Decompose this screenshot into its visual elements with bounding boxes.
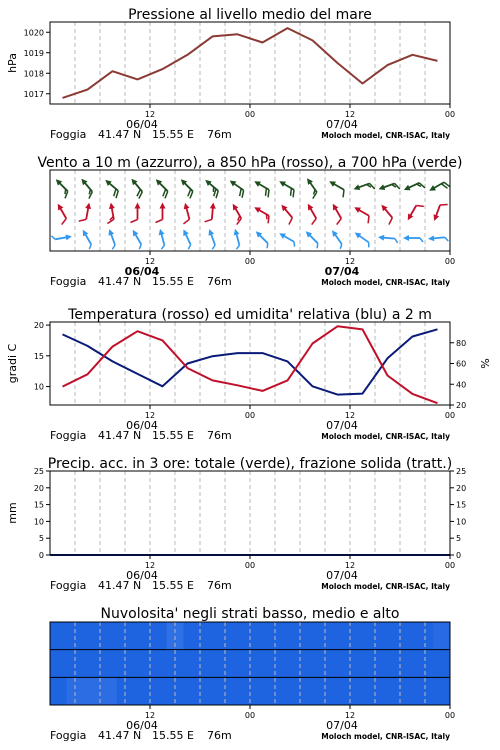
x-tick-label: 00 [444,561,456,570]
y-tick-label: 10 [33,382,44,392]
wind-barb-850 [276,203,297,225]
y-tick-label-right: 25 [456,467,467,476]
barb-feather [131,220,138,223]
barb-arrowhead [80,228,88,236]
wind-barb-850 [178,202,193,224]
y-tick-label-right: 80 [456,338,467,348]
date-label: 06/04 [124,265,160,278]
cloud-cell-alto [100,622,117,650]
barb-arrowhead [378,234,385,241]
cloud-cell-alto [333,622,350,650]
barb-arrowhead [210,202,217,209]
cloud-cell-basso [150,677,167,705]
barb-feather [440,202,448,207]
cloud-cell-alto [183,622,200,650]
wind-barb-700 [403,179,425,197]
x-tick-label: 00 [444,711,456,720]
wind-barb-10m [105,228,118,249]
station-lat: 41.47 N [98,128,142,141]
barb-arrowhead [403,235,409,241]
wind-barb-700 [326,179,348,198]
x-tick-label: 00 [444,110,456,119]
cloud-cell-alto [250,622,267,650]
station-name: Foggia [50,429,87,442]
y-tick-label: 10 [33,517,44,527]
barb-arrowhead [65,233,72,240]
panel-wind [37,155,462,288]
wind-barb-10m [129,228,145,249]
barb-feather [365,216,371,224]
y-tick-label: 1018 [23,69,44,79]
barb-feather [183,219,191,224]
y-tick-label: 1020 [23,28,44,38]
y-tick-label: 20 [33,321,44,331]
y-tick-label: 1019 [23,48,44,58]
y-tick-label: 20 [33,483,44,493]
wind-barb-850 [131,203,141,223]
cloud-cell-basso [333,677,350,705]
barb-arrowhead [206,228,214,236]
station-lon: 15.55 E [152,729,194,742]
cloud-cell-alto [133,622,150,650]
x-tick-label: 12 [144,711,156,720]
model-credit: Moloch model, CNR-ISAC, Italy [321,732,450,741]
wind-barb-10m [378,234,399,243]
cloud-cell-basso [383,677,400,705]
wind-barb-10m [231,228,243,249]
barb-arrowhead [431,214,439,222]
barb-feather [211,245,216,249]
cloud-cell-medio [283,650,300,678]
y-axis-label-right: % [479,358,492,369]
panel-title: Nuvolosita' negli strati basso, medio e alto [100,606,400,622]
y-tick-label: 25 [33,467,44,476]
barb-arrowhead [428,235,435,242]
cloud-cell-basso [233,677,250,705]
y-axis-label: hPa [6,53,19,73]
barb-feather [236,245,241,249]
station-elevation: 76m [207,128,232,141]
cloud-cell-medio [333,650,350,678]
wind-barb-10m [303,229,322,248]
barb-feather [51,235,55,239]
barb-feather [311,192,318,198]
station-lon: 15.55 E [152,579,194,592]
x-tick-label: 00 [244,257,256,266]
barb-arrowhead [181,228,189,236]
cloud-cell-medio [100,650,117,678]
cloud-cell-medio [233,650,250,678]
barb-arrowhead [130,228,138,236]
x-tick-label: 12 [144,411,156,420]
date-label: 06/04 [126,719,158,732]
y-tick-label-right: 20 [456,401,467,410]
barb-arrowhead [160,203,166,209]
cloud-cell-basso [83,677,100,705]
cloud-cell-medio [50,650,67,678]
date-label: 07/04 [326,569,358,582]
date-label: 06/04 [126,569,158,582]
station-lat: 41.47 N [98,429,142,442]
barb-feather [187,245,192,249]
station-lon: 15.55 E [152,275,194,288]
station-name: Foggia [50,275,87,288]
cloud-cell-medio [200,650,217,678]
barb-feather [366,242,371,247]
cloud-cell-basso [50,677,67,705]
station-elevation: 76m [207,729,232,742]
x-tick-label: 00 [444,257,456,266]
date-label: 06/04 [126,118,158,131]
barb-feather [315,243,320,248]
cloud-cell-basso [300,677,317,705]
wind-barb-850 [104,202,117,223]
wind-barb-700 [251,179,273,198]
wind-barb-700 [201,178,223,199]
x-tick-label: 12 [144,561,156,570]
wind-barb-700 [76,177,97,199]
cloud-cell-basso [350,677,367,705]
station-name: Foggia [50,729,87,742]
cloud-cell-medio [183,650,200,678]
barb-arrowhead [330,202,338,210]
barb-arrowhead [405,214,413,222]
station-lat: 41.47 N [98,275,142,288]
y-tick-label-right: 20 [456,483,467,493]
barb-feather [420,238,423,242]
barb-feather [387,218,394,225]
barb-arrowhead [328,179,336,187]
wind-barb-700 [226,178,248,198]
barb-feather [79,218,86,222]
cloud-cell-alto [350,622,367,650]
station-lat: 41.47 N [98,579,142,592]
cloud-cell-medio [300,650,317,678]
wind-barb-850 [405,201,424,223]
barb-feather [63,191,70,198]
barb-arrowhead [55,202,63,210]
barb-arrowhead [106,228,114,236]
y-tick-label-right: 10 [456,517,467,527]
model-credit: Moloch model, CNR-ISAC, Italy [321,278,450,287]
wind-barb-850 [52,202,71,224]
barb-feather [335,218,343,224]
barb-feather [88,244,93,249]
wind-barb-850 [251,205,273,224]
model-credit: Moloch model, CNR-ISAC, Italy [321,582,450,591]
y-tick-label: 1017 [23,89,44,99]
x-tick-label: 12 [344,711,356,720]
station-lon: 15.55 E [152,429,194,442]
panel-precip [6,456,466,592]
cloud-cell-basso [400,677,417,705]
wind-barb-10m [156,228,168,249]
x-tick-label: 00 [244,561,256,570]
x-tick-label: 12 [344,411,356,420]
barb-feather [111,245,116,249]
x-tick-label: 12 [144,257,156,266]
cloud-cell-medio [400,650,417,678]
wind-barb-10m [329,228,346,248]
panel-pressure [6,7,455,141]
cloud-cell-basso [100,677,117,705]
wind-barb-10m [403,235,423,242]
cloud-cell-medio [250,650,267,678]
panel-title: Vento a 10 m (azzurro), a 850 hPa (rosso), a 700 hPa (verde) [37,155,463,171]
wind-barb-700 [126,177,147,199]
barb-feather [395,239,398,243]
x-tick-label: 00 [244,411,256,420]
station-lat: 41.47 N [98,729,142,742]
station-name: Foggia [50,128,87,141]
barb-arrowhead [108,202,115,209]
y-axis-label: mm [6,502,19,524]
station-elevation: 76m [207,275,232,288]
cloud-cell-basso [433,677,450,705]
date-label: 07/04 [326,118,358,131]
barb-arrowhead [135,203,141,209]
cloud-cell-alto [400,622,417,650]
wind-barb-700 [176,177,197,198]
wind-barb-850 [351,205,373,224]
x-tick-label: 12 [344,257,356,266]
date-label: 06/04 [126,419,158,432]
y-tick-label: 15 [33,351,44,361]
barb-arrowhead [403,185,411,193]
barb-feather [87,192,94,199]
cloud-cell-medio [150,650,167,678]
wind-barb-10m [352,230,372,247]
wind-barb-700 [51,177,72,198]
station-elevation: 76m [207,579,232,592]
panel-title: Temperatura (rosso) ed umidita' relativa (blu) a 2 m [68,307,432,323]
barb-arrowhead [182,202,189,209]
wind-barb-850 [431,201,447,223]
panel-clouds [50,606,455,742]
wind-barb-850 [376,203,397,225]
model-credit: Moloch model, CNR-ISAC, Italy [321,131,450,140]
wind-barb-700 [353,180,375,196]
cloud-cell-basso [283,677,300,705]
y-tick-label: 0 [38,551,44,560]
barb-feather [445,237,448,241]
barb-arrowhead [232,228,239,235]
barb-arrowhead [305,202,313,210]
y-tick-label-right: 60 [456,359,467,369]
barb-feather [416,203,424,209]
date-label: 07/04 [326,719,358,732]
barb-feather [265,243,270,248]
date-label: 07/04 [324,265,360,278]
date-label: 07/04 [326,419,358,432]
wind-barb-850 [79,201,92,222]
wind-barb-10m [428,234,449,243]
x-tick-label: 12 [344,561,356,570]
barb-arrowhead [353,205,361,213]
model-credit: Moloch model, CNR-ISAC, Italy [321,432,450,441]
cloud-cell-basso [200,677,217,705]
barb-feather [205,219,212,223]
barb-feather [292,242,297,247]
cloud-cell-medio [433,650,450,678]
y-tick-label: 5 [38,534,44,544]
cloud-cell-alto [300,622,317,650]
cloud-cell-medio [83,650,100,678]
panel-title: Precip. acc. in 3 ore: totale (verde), frazione solida (tratt.) [47,456,453,472]
wind-barb-700 [151,177,172,198]
barb-arrowhead [428,185,436,193]
cloud-cell-alto [383,622,400,650]
x-tick-label: 00 [244,711,256,720]
x-tick-label: 12 [344,110,356,119]
wind-barb-10m [79,228,95,249]
cloud-cell-alto [233,622,250,650]
x-tick-label: 00 [444,411,456,420]
barb-arrowhead [378,184,386,192]
y-tick-label-right: 0 [456,551,462,560]
y-tick-label: 15 [33,500,44,510]
cloud-cell-alto [83,622,100,650]
barb-feather [138,244,143,249]
barb-feather [60,218,68,224]
barb-arrowhead [278,179,286,187]
wind-barb-10m [253,229,272,248]
wind-barb-850 [156,203,166,223]
cloud-cell-alto [283,622,300,650]
cloud-cell-medio [133,650,150,678]
wind-barb-10m [277,231,298,247]
cloud-cell-medio [350,650,367,678]
barb-arrowhead [253,179,261,187]
station-name: Foggia [50,579,87,592]
cloud-cell-basso [183,677,200,705]
y-tick-label-right: 5 [456,534,462,544]
barb-feather [287,218,294,225]
wind-barb-10m [51,232,72,242]
y-axis-label: gradi C [6,343,19,384]
barb-feather [310,218,318,224]
y-tick-label-right: 15 [456,500,467,510]
barb-feather [339,244,344,249]
station-lon: 15.55 E [152,128,194,141]
barb-arrowhead [157,228,164,235]
barb-feather [340,190,346,198]
wind-barb-700 [101,178,123,199]
cloud-cell-alto [50,622,67,650]
barb-feather [161,245,166,249]
barb-feather [156,220,163,223]
wind-barb-850 [327,202,346,224]
barb-arrowhead [85,202,92,209]
wind-barb-700 [276,179,298,198]
cloud-cell-alto [433,622,450,650]
barb-arrowhead [278,231,286,239]
panel-temperature [6,307,492,442]
barb-arrowhead [230,202,238,210]
station-elevation: 76m [207,429,232,442]
x-tick-label: 00 [244,110,256,119]
panel-title: Pressione al livello medio del mare [128,7,372,23]
wind-barb-10m [180,228,195,249]
cloud-cell-medio [383,650,400,678]
cloud-cell-basso [250,677,267,705]
y-tick-label-right: 40 [456,380,467,390]
cloud-cell-alto [200,622,217,650]
x-tick-label: 12 [144,110,156,119]
wind-barb-850 [302,202,321,224]
cloud-cell-basso [133,677,150,705]
cloud-cell-alto [150,622,167,650]
barb-arrowhead [253,205,261,213]
barb-arrowhead [353,184,361,192]
wind-barb-10m [205,228,218,249]
wind-barb-850 [227,202,246,224]
wind-barb-700 [301,176,321,198]
wind-barb-700 [428,178,450,197]
wind-barb-700 [378,180,400,196]
wind-barb-850 [205,202,217,223]
